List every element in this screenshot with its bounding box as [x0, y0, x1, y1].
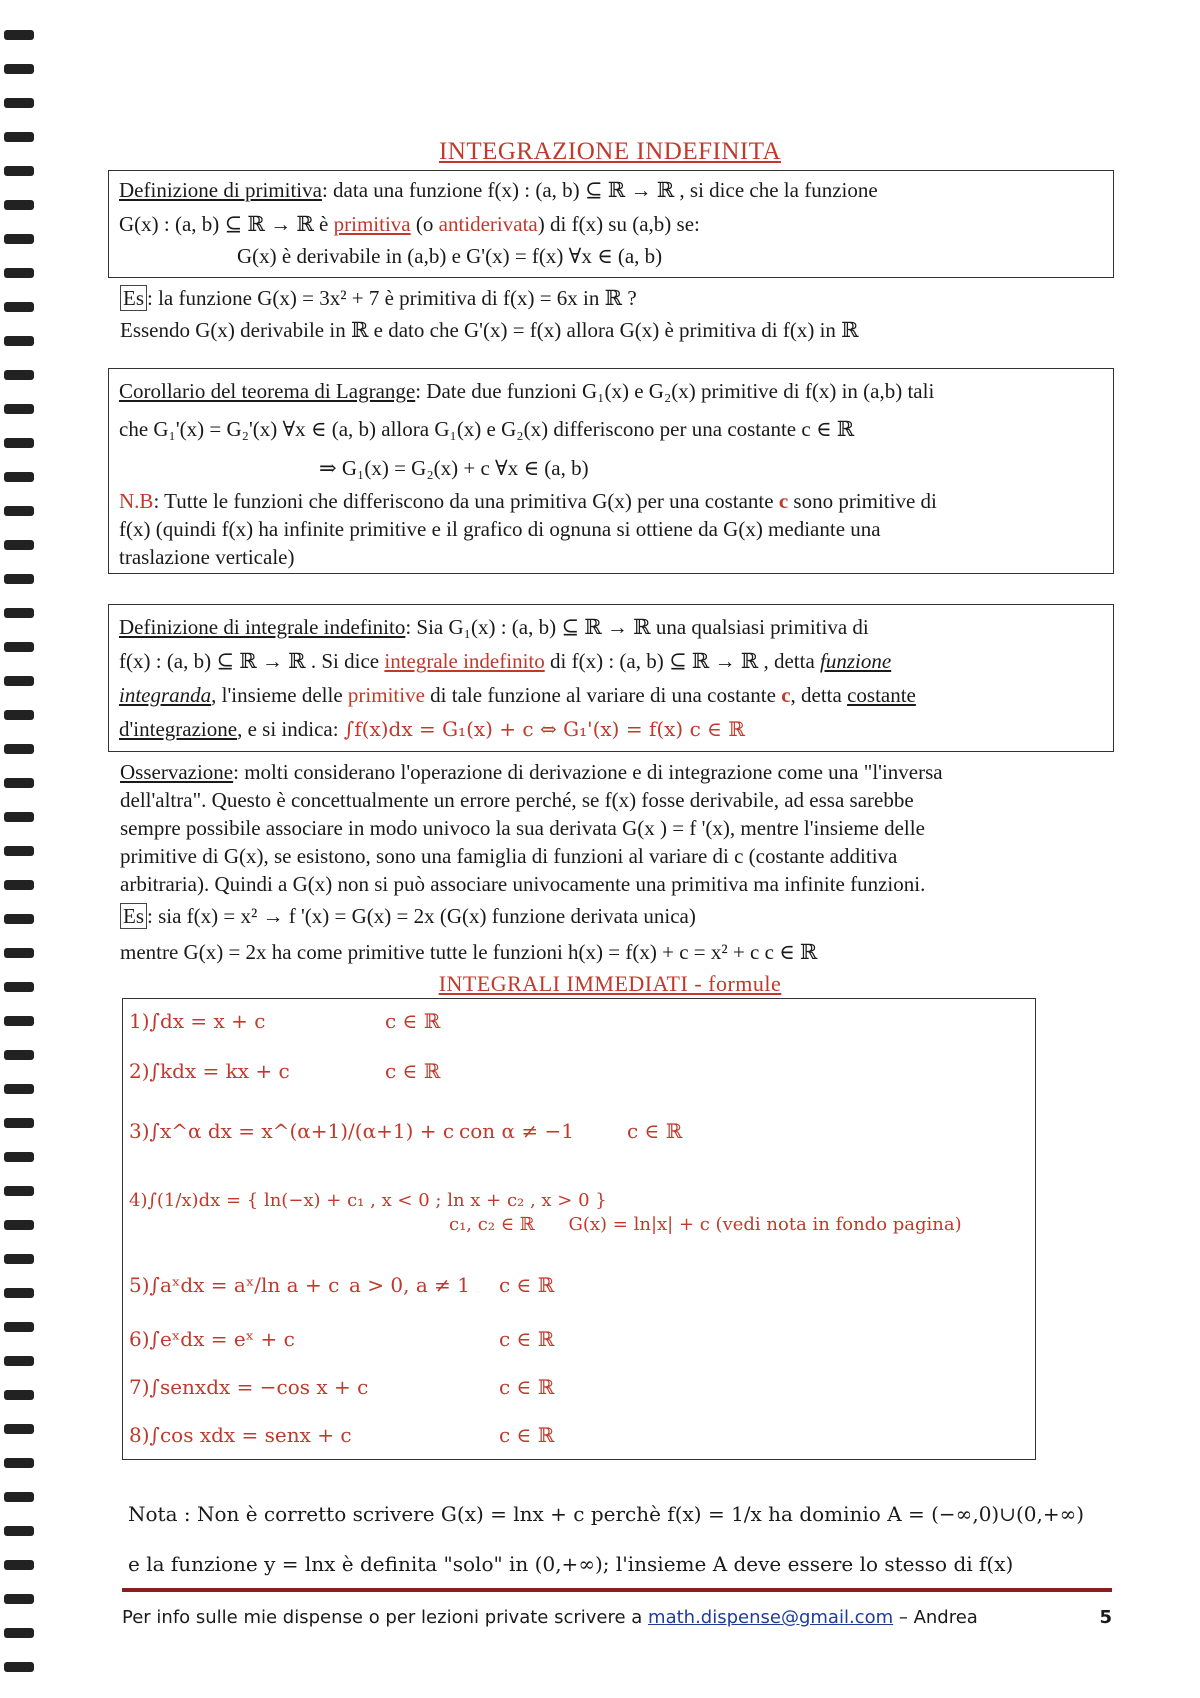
spiral-ring: [4, 1458, 34, 1468]
spiral-ring: [4, 30, 34, 40]
example-2-line-2: mentre G(x) = 2x ha come primitive tutte le funzioni h(x) = f(x) + c = x² + c c ∈ ℝ: [120, 940, 818, 964]
spiral-ring: [4, 506, 34, 516]
example-2-line-1: Es : sia f(x) = x² → f '(x) = G(x) = 2x (G(x) funzione derivata unica): [120, 902, 696, 930]
spiral-ring: [4, 132, 34, 142]
integral-definition-formula: ∫f(x)dx = G₁(x) + c ⇔ G₁'(x) = f(x) c ∈ ℝ: [343, 717, 745, 741]
primitive-conditions: G(x) è derivabile in (a,b) e G'(x) = f(x) ∀x ∈ (a, b): [237, 244, 663, 268]
example-1-line-1: Es : la funzione G(x) = 3x² + 7 è primitiva di f(x) = 6x in ℝ ?: [120, 284, 637, 312]
corollary-label: Corollario del teorema di Lagrange: [119, 379, 416, 403]
formula-row-8: 8)∫cos xdx = senx + c c ∈ ℝ: [129, 1423, 555, 1447]
spiral-ring: [4, 1560, 34, 1570]
formula-row-7: 7)∫senxdx = −cos x + c c ∈ ℝ: [129, 1375, 555, 1399]
spiral-ring: [4, 336, 34, 346]
definition-integral-label: Definizione di integrale indefinito: [119, 615, 406, 639]
spiral-ring: [4, 880, 34, 890]
page-number: 5: [1099, 1607, 1112, 1628]
definition-label: Definizione di primitiva: [119, 178, 322, 202]
spiral-ring: [4, 1254, 34, 1264]
formula-row-1: 1)∫dx = x + c c ∈ ℝ: [129, 1009, 441, 1033]
spiral-ring: [4, 370, 34, 380]
spiral-ring: [4, 1628, 34, 1638]
spiral-ring: [4, 166, 34, 176]
spiral-ring: [4, 404, 34, 414]
spiral-ring: [4, 1220, 34, 1230]
formula-row-2: 2)∫kdx = kx + c c ∈ ℝ: [129, 1059, 441, 1083]
definition-integral-box: Definizione di integrale indefinito: Sia G₁(x) : (a, b) ⊆ ℝ → ℝ una qualsiasi primitiva di f(x) : (a, b) ⊆ ℝ → ℝ . Si dice integrale indefinito di f(x) : (a, b) ⊆ ℝ → ℝ , detta funzione integranda, l'insieme delle primitive di tale funzione al variare di una costante c, detta costante d'integrazione, e si indica: ∫f(x)dx = G₁(x) + c ⇔ G₁'(x) = f(x) c ∈ ℝ: [108, 604, 1114, 752]
definition-primitive-box: Definizione di primitiva: data una funzione f(x) : (a, b) ⊆ ℝ → ℝ , si dice che la funzione G(x) : (a, b) ⊆ ℝ → ℝ è primitiva (o antiderivata) di f(x) su (a,b) se: G(x) è derivabile in (a,b) e G'(x) = f(x) ∀x ∈ (a, b): [108, 170, 1114, 278]
spiral-ring: [4, 1118, 34, 1128]
formula-table: 1)∫dx = x + c c ∈ ℝ 2)∫kdx = kx + c c ∈ ℝ 3)∫x^α dx = x^(α+1)/(α+1) + c con α ≠ −1 c ∈ ℝ 4)∫(1/x)dx = { ln(−x) + c₁ , x < 0 ; ln x + c₂ , x > 0 } c₁, c₂ ∈ ℝ G(x) = ln|x| + c (vedi nota in fondo pagina) 5)∫aˣdx = aˣ/ln a + c a > 0, a ≠ 1 c ∈ ℝ 6)∫eˣdx = eˣ + c c ∈ ℝ 7)∫senxdx = −cos x + c c ∈ ℝ 8)∫cos xdx = senx + c c ∈ ℝ: [122, 998, 1036, 1460]
document-page: INTEGRAZIONE INDEFINITA Definizione di primitiva: data una funzione f(x) : (a, b) ⊆ ℝ → ℝ , si dice che la funzione G(x) : (a, b) ⊆ ℝ → ℝ è primitiva (o antiderivata) di f(x) su (a,b) se: G(x) è derivabile in (a,b) e G'(x) = f(x) ∀x ∈ (a, b) Es : la funzione G(x) = 3x² + 7 è primitiva di f(x) = 6x in ℝ ? Essendo G(x) derivabile in ℝ e dato che G'(x) = f(x) allora G(x) è primitiva di f(x) in ℝ Corollario del teorema di Lagrange: Date due funzioni G₁(x) e G₂(x) primitive di f(x) in (a,b) tali che G₁'(x) = G₂'(x) ∀x ∈ (a, b) allora G₁(x) e G₂(x) differiscono per una costante c ∈ ℝ ⇒ G₁(x) = G₂(x) + c ∀x ∈ (a, b) N.B: Tutte le funzioni che differiscono da una primitiva G(x) per una costante c sono primitive di f(x) (quindi f(x) ha infinite primitive e il grafico di ognuna si ottiene da G(x) mediante una traslazione verticale) Definizione di integrale indefinito: Sia G₁(x) : (a, b) ⊆ ℝ → ℝ una qualsiasi primitiva di f(x) : (a, b) ⊆ ℝ → ℝ . Si dice integrale indefinito di f(x) : (a, b) ⊆ ℝ → ℝ , detta funzione integranda, l'insieme delle primitive di tale funzione al variare di una costante c, detta costante d'integrazione, e si indica: ∫f(x)dx = G₁(x) + c ⇔ G₁'(x) = f(x) c ∈ ℝ Osservazione: molti considerano l'operazione di derivazione e di integrazione come una "l'inversa dell'altra". Questo è concettualmente un errore perché, se f(x) fosse derivabile, ad essa sarebbe sempre possibile associare in modo univoco la sua derivata G(x ) = f '(x), mentre l'insieme delle primitive di G(x), se esistono, sono una famiglia di funzioni al variare di c (costante additiva arbitraria). Quindi a G(x) non si può associare univocamente una primitiva ma infinite funzioni. Es : sia f(x) = x² → f '(x) = G(x) = 2x (G(x) funzione derivata unica) mentre G(x) = 2x ha come primitive tutte le funzioni h(x) = f(x) + c = x² + c c ∈ ℝ INTEGRALI IMMEDIATI - formule 1)∫dx = x + c c ∈ ℝ 2)∫kdx = kx + c c ∈ ℝ 3)∫x^α dx = x^(α+1)/(α+1) + c con α ≠ −1 c ∈ ℝ 4)∫(1/x)dx = { ln(−x) + c₁ , x < 0 ; ln x + c₂ , x > 0 } c₁, c₂ ∈ ℝ G(x) = ln|x| + c (vedi nota in fondo pagina) 5)∫aˣdx = aˣ/ln a + c a > 0, a ≠ 1 c ∈ ℝ 6)∫eˣdx = eˣ + c c ∈ ℝ 7)∫senxdx = −cos x + c c ∈ ℝ 8)∫cos xdx = senx + c c ∈ ℝ Nota : Non è corretto scrivere G(x) = lnx + c perchè f(x) = 1/x ha dominio A = (−∞,0)∪(0,+∞) e la funzione y = lnx è definita "solo" in (0,+∞); l'insieme A deve essere lo stesso di f(x) Per info sulle mie dispense o per lezioni private scrivere a math.dispense@gmail.com – Andrea 5: [110, 0, 1120, 1698]
spiral-ring: [4, 642, 34, 652]
spiral-ring: [4, 540, 34, 550]
contact-email-link[interactable]: math.dispense@gmail.com: [648, 1607, 894, 1628]
spiral-ring: [4, 778, 34, 788]
corollary-box: Corollario del teorema di Lagrange: Date due funzioni G₁(x) e G₂(x) primitive di f(x) in (a,b) tali che G₁'(x) = G₂'(x) ∀x ∈ (a, b) allora G₁(x) e G₂(x) differiscono per una costante c ∈ ℝ ⇒ G₁(x) = G₂(x) + c ∀x ∈ (a, b) N.B: Tutte le funzioni che differiscono da una primitiva G(x) per una costante c sono primitive di f(x) (quindi f(x) ha infinite primitive e il grafico di ognuna si ottiene da G(x) mediante una traslazione verticale): [108, 368, 1114, 574]
spiral-ring: [4, 982, 34, 992]
spiral-ring: [4, 438, 34, 448]
spiral-ring: [4, 1016, 34, 1026]
spiral-ring: [4, 1084, 34, 1094]
spiral-ring: [4, 744, 34, 754]
spiral-binding: [0, 0, 42, 1698]
spiral-ring: [4, 1662, 34, 1672]
primitiva-keyword: primitiva: [333, 212, 411, 236]
formula-row-3: 3)∫x^α dx = x^(α+1)/(α+1) + c con α ≠ −1 c ∈ ℝ: [129, 1119, 683, 1143]
spiral-ring: [4, 1050, 34, 1060]
spiral-ring: [4, 846, 34, 856]
spiral-ring: [4, 302, 34, 312]
page-title: INTEGRAZIONE INDEFINITA: [438, 138, 782, 165]
spiral-ring: [4, 200, 34, 210]
spiral-ring: [4, 98, 34, 108]
spiral-ring: [4, 710, 34, 720]
observation-label: Osservazione: [120, 760, 234, 784]
spiral-ring: [4, 914, 34, 924]
spiral-ring: [4, 1526, 34, 1536]
spiral-ring: [4, 574, 34, 584]
spiral-ring: [4, 472, 34, 482]
spiral-ring: [4, 1492, 34, 1502]
spiral-ring: [4, 64, 34, 74]
spiral-ring: [4, 1186, 34, 1196]
spiral-ring: [4, 1594, 34, 1604]
spiral-ring: [4, 234, 34, 244]
immediate-integrals-title: INTEGRALI IMMEDIATI - formule: [438, 971, 782, 996]
nb-label: N.B: [119, 489, 154, 513]
formula-row-4: 4)∫(1/x)dx = { ln(−x) + c₁ , x < 0 ; ln x + c₂ , x > 0 }: [129, 1190, 607, 1211]
example-1-line-2: Essendo G(x) derivabile in ℝ e dato che G'(x) = f(x) allora G(x) è primitiva di f(x) in ℝ: [120, 318, 859, 342]
spiral-ring: [4, 1356, 34, 1366]
spiral-ring: [4, 268, 34, 278]
formula-row-6: 6)∫eˣdx = eˣ + c c ∈ ℝ: [129, 1327, 555, 1351]
spiral-ring: [4, 812, 34, 822]
note-line-1: Nota : Non è corretto scrivere G(x) = lnx + c perchè f(x) = 1/x ha dominio A = (−∞,0)∪(0,+∞): [128, 1502, 1085, 1526]
observation-line-1: Osservazione: molti considerano l'operazione di derivazione e di integrazione come una "l'inversa: [120, 760, 943, 784]
spiral-ring: [4, 676, 34, 686]
spiral-ring: [4, 948, 34, 958]
spiral-ring: [4, 1424, 34, 1434]
spiral-ring: [4, 1152, 34, 1162]
formula-row-5: 5)∫aˣdx = aˣ/ln a + c a > 0, a ≠ 1 c ∈ ℝ: [129, 1273, 555, 1297]
spiral-ring: [4, 1390, 34, 1400]
spiral-ring: [4, 608, 34, 618]
note-line-2: e la funzione y = lnx è definita "solo" in (0,+∞); l'insieme A deve essere lo stesso di f(x): [128, 1552, 1014, 1576]
spiral-ring: [4, 1322, 34, 1332]
spiral-ring: [4, 1288, 34, 1298]
page-footer: Per info sulle mie dispense o per lezioni private scrivere a math.dispense@gmail.com – Andrea 5: [122, 1588, 1112, 1632]
